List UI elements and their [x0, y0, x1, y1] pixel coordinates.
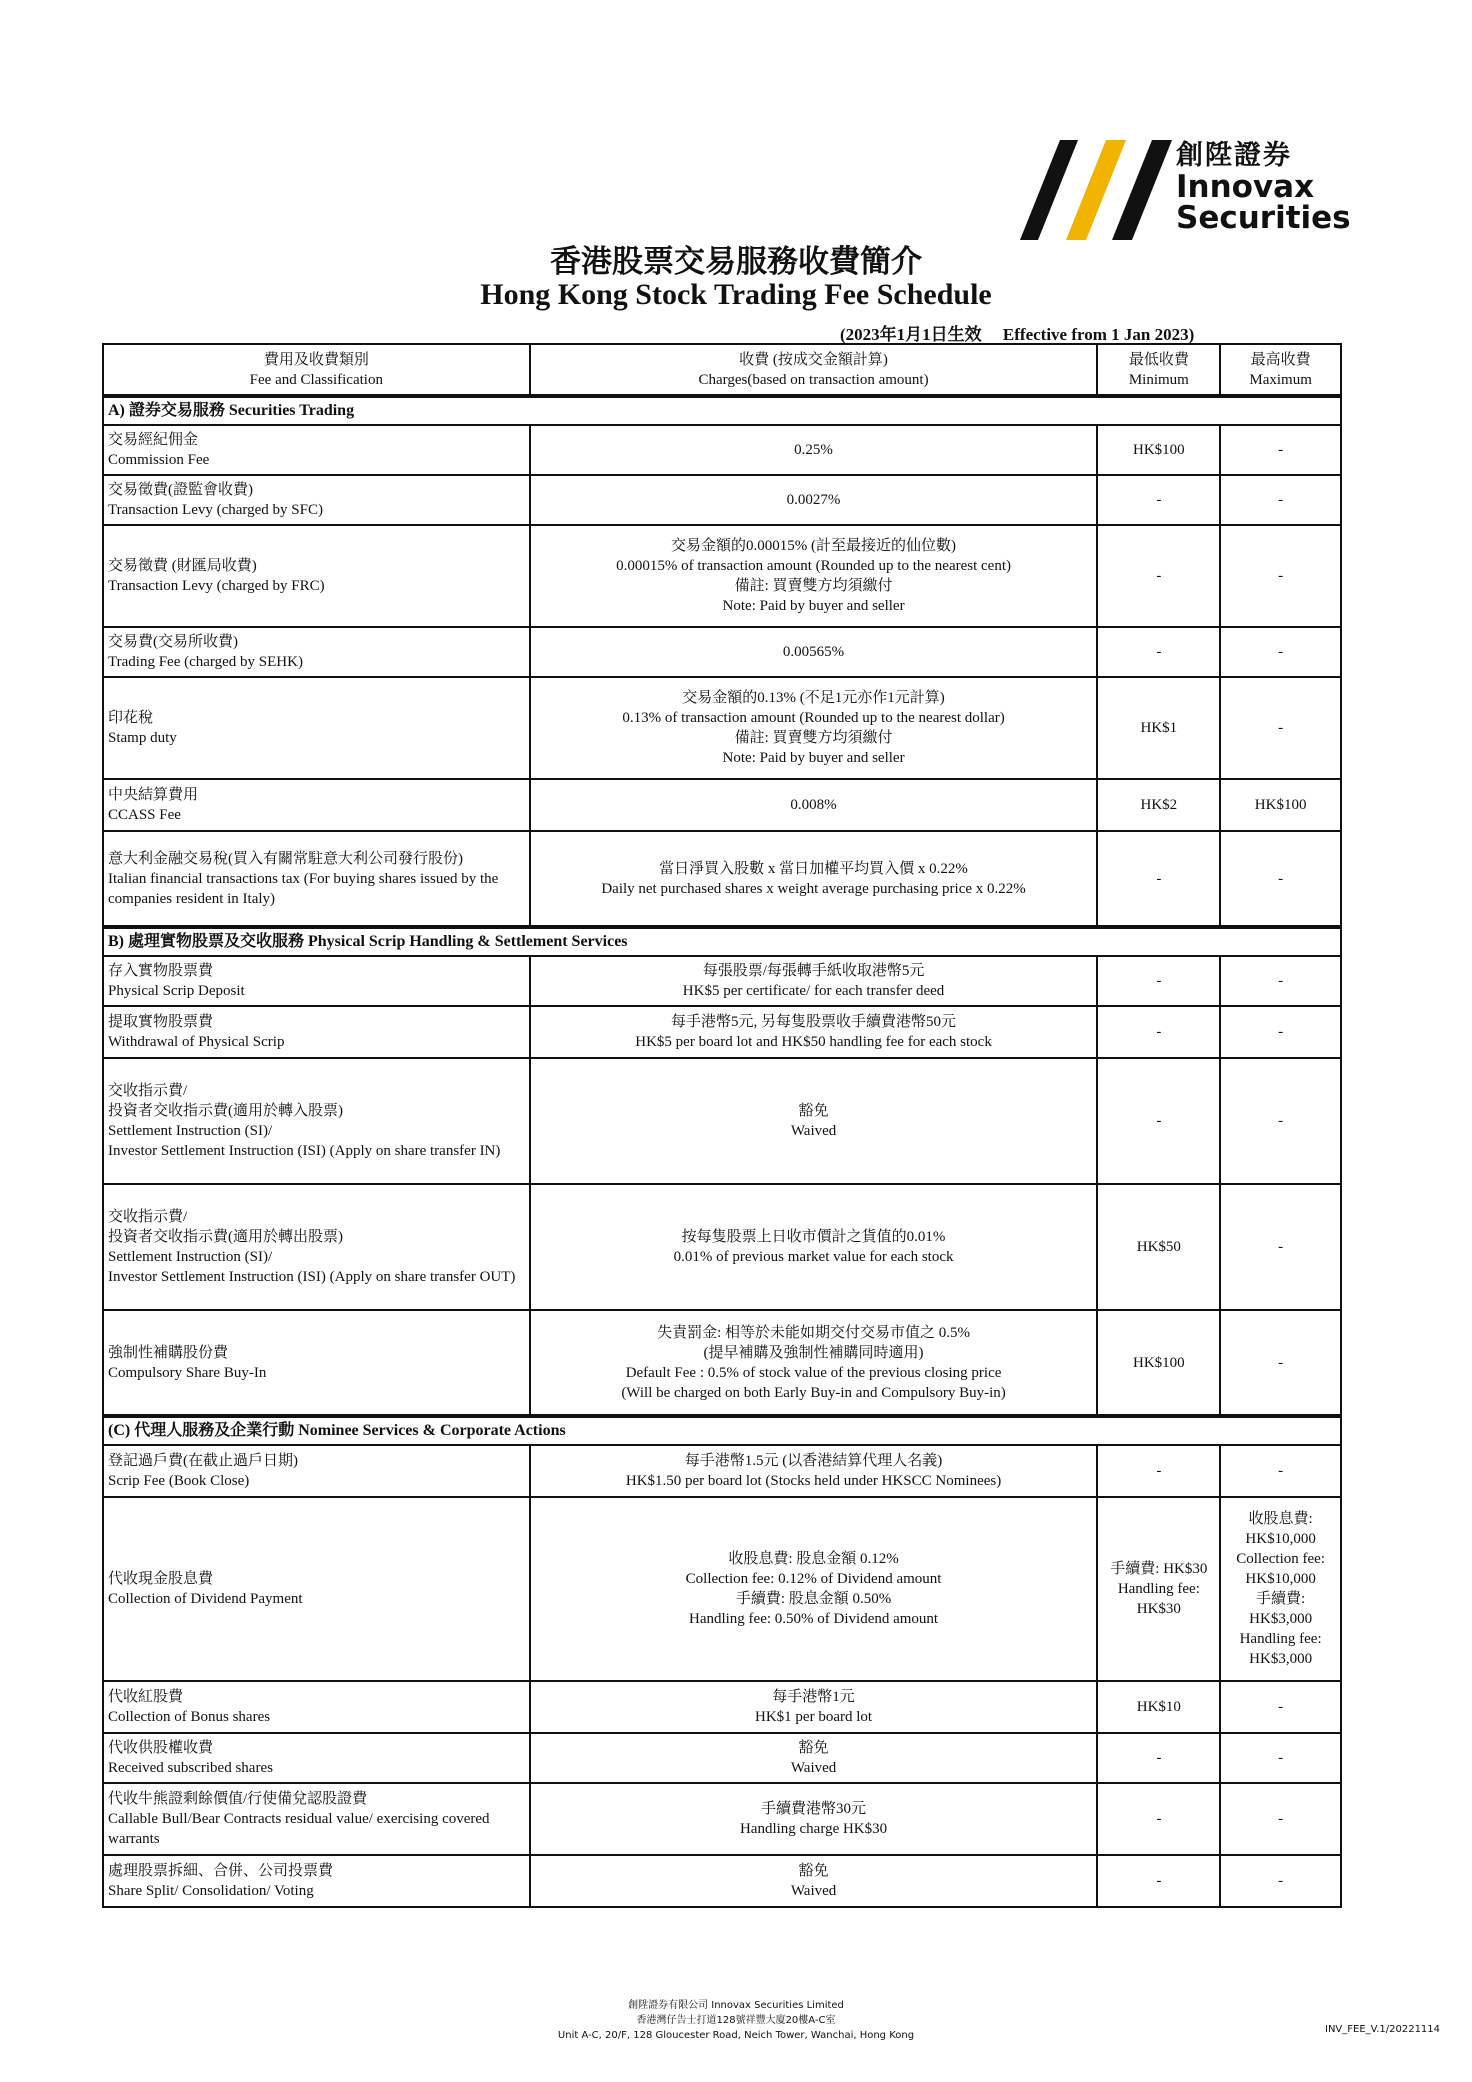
charge-cell-line: 交易金額的0.00015% (計至最接近的仙位數) [671, 538, 957, 554]
maximum-cell-line: - [1278, 1024, 1284, 1040]
fee-cell [103, 677, 530, 779]
document-reference: INV_FEE_V.1/20221114 [1325, 2024, 1441, 2035]
fee-cell-line: 印花稅 [108, 710, 154, 726]
minimum-cell-line: HK$2 [1140, 797, 1178, 813]
logo-name-en-1: Innovax [1176, 169, 1315, 205]
fee-cell-line: 代收現金股息費 [108, 1571, 214, 1587]
table-row [103, 1058, 1341, 1184]
maximum-cell-line: - [1278, 1750, 1284, 1766]
charge-cell-line: 0.25% [794, 442, 833, 458]
table-row [103, 1855, 1341, 1907]
maximum-cell [1220, 425, 1341, 475]
fee-cell-line: 存入實物股票費 [108, 963, 214, 979]
minimum-cell [1097, 1006, 1220, 1058]
maximum-cell [1220, 831, 1341, 927]
fee-cell-line: CCASS Fee [108, 807, 181, 823]
maximum-cell-line: Handling fee: [1239, 1631, 1322, 1647]
maximum-cell-line: - [1278, 644, 1284, 660]
maximum-cell [1220, 677, 1341, 779]
charge-cell-line: 手續費港幣30元 [761, 1801, 867, 1817]
charge-cell-line: 每手港幣1.5元 (以香港結算代理人名義) [684, 1453, 943, 1469]
page-title-en: Hong Kong Stock Trading Fee Schedule [480, 278, 992, 311]
footer-address-en: Unit A-C, 20/F, 128 Gloucester Road, Neich Tower, Wanchai, Hong Kong [557, 2030, 915, 2041]
table-row [103, 779, 1341, 831]
maximum-cell [1220, 956, 1341, 1006]
minimum-cell [1097, 831, 1220, 927]
charge-cell-line: HK$5 per certificate/ for each transfer deed [682, 983, 945, 999]
effective-date: (2023年1月1日生效 Effective from 1 Jan 2023) [840, 325, 1195, 344]
minimum-cell-line: - [1156, 1750, 1162, 1766]
maximum-cell [1220, 627, 1341, 677]
minimum-cell [1097, 677, 1220, 779]
maximum-cell [1220, 525, 1341, 627]
table-row [103, 1497, 1341, 1681]
fee-cell-line: 交易費(交易所收費) [108, 634, 238, 650]
maximum-cell [1220, 1184, 1341, 1310]
minimum-cell-line: - [1156, 1024, 1162, 1040]
table-row [103, 627, 1341, 677]
fee-cell-line: Stamp duty [108, 730, 177, 746]
fee-cell-line: 交易徵費 (財匯局收費) [108, 558, 257, 574]
maximum-cell-line: - [1278, 1699, 1284, 1715]
header-min-en: Minimum [1128, 371, 1189, 388]
table-row [103, 1006, 1341, 1058]
section-title: (C) 代理人服務及企業行動 Nominee Services & Corporate Actions [103, 1416, 1341, 1445]
fee-cell-line: 強制性補購股份費 [108, 1344, 229, 1361]
fee-cell-line: Settlement Instruction (SI)/ [108, 1123, 273, 1139]
maximum-cell-line: - [1278, 568, 1284, 584]
charge-cell-line: Note: Paid by buyer and seller [722, 598, 905, 614]
header-fee-en: Fee and Classification [249, 371, 383, 388]
charge-cell-line: 豁免 [798, 1103, 829, 1119]
minimum-cell [1097, 1310, 1220, 1416]
footer [0, 1998, 1472, 2043]
table-row [103, 1681, 1341, 1733]
fee-cell-line: 提取實物股票費 [108, 1014, 214, 1030]
minimum-cell [1097, 1783, 1220, 1855]
fee-cell-line: Trading Fee (charged by SEHK) [108, 654, 303, 670]
maximum-cell-line: HK$10,000 [1245, 1571, 1316, 1587]
charge-cell-line: 豁免 [798, 1740, 829, 1756]
charge-cell-line: 當日淨買入股數 x 當日加權平均買入價 x 0.22% [659, 860, 968, 877]
fee-cell-line: 代收牛熊證剩餘價值/行使備兌認股證費 [108, 1791, 368, 1807]
minimum-cell [1097, 627, 1220, 677]
charge-cell-line: 交易金額的0.13% (不足1元亦作1元計算) [682, 690, 945, 706]
header-charge-en: Charges(based on transaction amount) [698, 371, 929, 388]
fee-cell-line: Settlement Instruction (SI)/ [108, 1249, 273, 1265]
header-min [1097, 344, 1220, 396]
maximum-cell [1220, 1310, 1341, 1416]
minimum-cell [1097, 425, 1220, 475]
maximum-cell [1220, 779, 1341, 831]
charge-cell-line: 0.01% of previous market value for each stock [673, 1249, 954, 1265]
table-row [103, 677, 1341, 779]
minimum-cell-line: - [1156, 973, 1162, 989]
maximum-cell-line: - [1278, 1239, 1284, 1255]
fee-cell-line: Scrip Fee (Book Close) [108, 1473, 250, 1489]
table-row [103, 475, 1341, 525]
fee-cell-line: 交收指示費/ [108, 1209, 188, 1225]
charge-cell-line: Handling fee: 0.50% of Dividend amount [688, 1611, 939, 1627]
maximum-cell-line: 收股息費: [1248, 1511, 1313, 1527]
charge-cell [530, 677, 1098, 779]
minimum-cell [1097, 1445, 1220, 1497]
fee-cell-line: Collection of Dividend Payment [108, 1591, 303, 1607]
minimum-cell-line: - [1156, 870, 1162, 887]
minimum-cell [1097, 779, 1220, 831]
fee-cell-line: 投資者交收指示費(適用於轉入股票) [108, 1103, 343, 1119]
fee-cell-line: Callable Bull/Bear Contracts residual value/ exercising covered warrants [108, 1811, 490, 1847]
fee-cell-line: 中央結算費用 [108, 787, 199, 803]
maximum-cell-line: - [1278, 1113, 1284, 1129]
maximum-cell-line: - [1278, 1873, 1284, 1889]
logo-slash-yellow [1066, 140, 1126, 240]
fee-cell [103, 525, 530, 627]
table-row [103, 525, 1341, 627]
fee-cell-line: Transaction Levy (charged by FRC) [108, 578, 325, 594]
charge-cell [530, 956, 1098, 1006]
fee-table-body [103, 396, 1341, 1907]
charge-cell [530, 1783, 1098, 1855]
fee-cell [103, 1497, 530, 1681]
minimum-cell-line: - [1156, 1873, 1162, 1889]
fee-cell-line: Investor Settlement Instruction (ISI) (Apply on share transfer IN) [108, 1143, 501, 1159]
logo-slash-black-2 [1112, 140, 1172, 240]
fee-cell [103, 1681, 530, 1733]
fee-cell [103, 779, 530, 831]
maximum-cell-line: HK$3,000 [1249, 1611, 1313, 1627]
charge-cell-line: 0.13% of transaction amount (Rounded up to the nearest dollar) [622, 710, 1005, 726]
header-max [1220, 344, 1341, 396]
charge-cell [530, 1445, 1098, 1497]
minimum-cell [1097, 1497, 1220, 1681]
header-max-zh: 最高收費 [1250, 351, 1311, 368]
minimum-cell-line: 手續費: HK$30 [1110, 1561, 1208, 1577]
fee-cell [103, 425, 530, 475]
maximum-cell-line: - [1278, 973, 1284, 989]
charge-cell-line: 收股息費: 股息金額 0.12% [728, 1551, 899, 1567]
charge-cell-line: 0.0027% [786, 492, 841, 508]
section-title: A) 證券交易服務 Securities Trading [103, 396, 1341, 425]
charge-cell-line: HK$1 per board lot [755, 1709, 873, 1725]
charge-cell [530, 425, 1098, 475]
minimum-cell [1097, 1681, 1220, 1733]
fee-table [102, 343, 1342, 1908]
charge-cell-line: (Will be charged on both Early Buy-in and Compulsory Buy-in) [621, 1384, 1006, 1401]
charge-cell [530, 1733, 1098, 1783]
charge-cell [530, 779, 1098, 831]
footer-company: 創陞證券有限公司 Innovax Securities Limited [628, 2000, 844, 2011]
charge-cell-line: 每張股票/每張轉手紙收取港幣5元 [702, 963, 925, 979]
minimum-cell [1097, 525, 1220, 627]
charge-cell-line: HK$5 per board lot and HK$50 handling fee for each stock [635, 1034, 992, 1050]
fee-cell [103, 831, 530, 927]
header-fee [103, 344, 530, 396]
table-row [103, 1733, 1341, 1783]
section-header [103, 1416, 1341, 1445]
logo-name-zh: 創陞證券 [1176, 140, 1292, 171]
maximum-cell-line: HK$100 [1254, 797, 1307, 813]
minimum-cell-line: - [1156, 1463, 1162, 1479]
charge-cell-line: 備註: 買賣雙方均須繳付 [734, 730, 893, 746]
fee-cell-line: Collection of Bonus shares [108, 1709, 271, 1725]
maximum-cell [1220, 1855, 1341, 1907]
header-charge-zh: 收費 (按成交金額計算) [739, 351, 888, 368]
maximum-cell [1220, 475, 1341, 525]
fee-cell-line: 交易徵費(證監會收費) [108, 482, 253, 498]
maximum-cell [1220, 1006, 1341, 1058]
fee-cell [103, 475, 530, 525]
charge-cell [530, 475, 1098, 525]
charge-cell-line: 0.008% [790, 797, 837, 813]
minimum-cell-line: - [1156, 644, 1162, 660]
charge-cell-line: Waived [790, 1760, 837, 1776]
minimum-cell-line: HK$10 [1136, 1699, 1181, 1715]
charge-cell-line: Handling charge HK$30 [739, 1821, 888, 1837]
charge-cell-line: 0.00565% [782, 644, 845, 660]
maximum-cell [1220, 1058, 1341, 1184]
minimum-cell-line: HK$30 [1136, 1601, 1181, 1617]
logo-slash-black-1 [1020, 140, 1078, 240]
fee-cell [103, 1445, 530, 1497]
fee-cell [103, 1058, 530, 1184]
fee-cell-line: Commission Fee [108, 452, 210, 468]
charge-cell [530, 1184, 1098, 1310]
charge-cell [530, 831, 1098, 927]
minimum-cell [1097, 1855, 1220, 1907]
fee-cell-line: 投資者交收指示費(適用於轉出股票) [108, 1229, 343, 1245]
table-header-row [103, 344, 1341, 396]
fee-cell-line: 交易經紀佣金 [108, 432, 199, 448]
maximum-cell-line: - [1278, 492, 1284, 508]
charge-cell [530, 627, 1098, 677]
charge-cell-line: 按每隻股票上日收市價計之貨值的0.01% [681, 1229, 946, 1245]
page-title-zh: 香港股票交易服務收費簡介 [550, 244, 922, 280]
maximum-cell [1220, 1497, 1341, 1681]
maximum-cell-line: Collection fee: [1236, 1551, 1325, 1567]
fee-cell-line: Physical Scrip Deposit [108, 983, 245, 999]
charge-cell [530, 1006, 1098, 1058]
maximum-cell-line: - [1278, 870, 1284, 887]
fee-cell-line: Italian financial transactions tax (For buying shares issued by the companies resident in Italy) [108, 870, 499, 907]
fee-cell-line: 交收指示費/ [108, 1083, 188, 1099]
maximum-cell [1220, 1445, 1341, 1497]
charge-cell-line: Daily net purchased shares x weight average purchasing price x 0.22% [601, 880, 1026, 897]
fee-cell-line: Compulsory Share Buy-In [108, 1364, 267, 1381]
minimum-cell [1097, 475, 1220, 525]
minimum-cell [1097, 1058, 1220, 1184]
minimum-cell [1097, 956, 1220, 1006]
table-row [103, 1184, 1341, 1310]
charge-cell [530, 525, 1098, 627]
fee-cell-line: Transaction Levy (charged by SFC) [108, 502, 323, 518]
charge-cell [530, 1497, 1098, 1681]
charge-cell-line: 豁免 [798, 1863, 829, 1879]
fee-cell-line: 處理股票拆細、合併、公司投票費 [108, 1863, 334, 1879]
charge-cell-line: Waived [790, 1123, 837, 1139]
fee-cell [103, 1855, 530, 1907]
minimum-cell-line: HK$100 [1133, 1354, 1185, 1371]
minimum-cell [1097, 1733, 1220, 1783]
fee-cell-line: Investor Settlement Instruction (ISI) (Apply on share transfer OUT) [108, 1269, 516, 1285]
table-row [103, 1445, 1341, 1497]
charge-cell-line: (提早補購及強制性補購同時適用) [703, 1344, 924, 1361]
fee-cell [103, 956, 530, 1006]
table-row [103, 831, 1341, 927]
charge-cell-line: HK$1.50 per board lot (Stocks held under HKSCC Nominees) [625, 1473, 1002, 1489]
fee-cell [103, 1184, 530, 1310]
charge-cell-line: Waived [790, 1883, 837, 1899]
minimum-cell [1097, 1184, 1220, 1310]
fee-cell [103, 1006, 530, 1058]
charge-cell [530, 1058, 1098, 1184]
maximum-cell-line: - [1278, 1463, 1284, 1479]
footer-address-zh: 香港灣仔告士打道128號祥豐大廈20樓A-C室 [636, 2015, 836, 2026]
charge-cell-line: 失責罰金: 相等於未能如期交付交易市值之 0.5% [657, 1324, 971, 1341]
minimum-cell-line: HK$50 [1136, 1239, 1181, 1255]
maximum-cell [1220, 1681, 1341, 1733]
header-max-en: Maximum [1249, 371, 1312, 388]
fee-cell-line: Withdrawal of Physical Scrip [108, 1034, 285, 1050]
logo-wordmark [1176, 140, 1351, 234]
fee-cell-line: Received subscribed shares [108, 1760, 273, 1776]
minimum-cell-line: - [1156, 568, 1162, 584]
minimum-cell-line: - [1156, 492, 1162, 508]
maximum-cell-line: - [1278, 1811, 1284, 1827]
fee-cell [103, 627, 530, 677]
charge-cell [530, 1855, 1098, 1907]
section-title: B) 處理實物股票及交收服務 Physical Scrip Handling & Settlement Services [103, 927, 1341, 956]
maximum-cell-line: - [1278, 720, 1284, 736]
charge-cell [530, 1310, 1098, 1416]
section-header [103, 927, 1341, 956]
charge-cell-line: Collection fee: 0.12% of Dividend amount [685, 1571, 942, 1587]
header-charge [530, 344, 1098, 396]
charge-cell-line: Default Fee : 0.5% of stock value of the previous closing price [625, 1364, 1002, 1381]
table-row [103, 425, 1341, 475]
fee-cell-line: 登記過戶費(在截止過戶日期) [108, 1453, 298, 1469]
minimum-cell-line: - [1156, 1811, 1162, 1827]
table-row [103, 956, 1341, 1006]
minimum-cell-line: - [1156, 1113, 1162, 1129]
fee-cell-line: 代收紅股費 [108, 1689, 184, 1705]
fee-cell [103, 1733, 530, 1783]
minimum-cell-line: Handling fee: [1117, 1581, 1200, 1597]
charge-cell [530, 1681, 1098, 1733]
logo-name-en-2: Securities [1176, 200, 1351, 236]
maximum-cell-line: - [1278, 1354, 1284, 1371]
fee-cell-line: Share Split/ Consolidation/ Voting [108, 1883, 314, 1899]
minimum-cell-line: HK$1 [1140, 720, 1178, 736]
minimum-cell-line: HK$100 [1133, 442, 1185, 458]
maximum-cell-line: 手續費: [1256, 1591, 1306, 1607]
charge-cell-line: 備註: 買賣雙方均須繳付 [734, 578, 893, 594]
charge-cell-line: Note: Paid by buyer and seller [722, 750, 905, 766]
maximum-cell-line: HK$10,000 [1245, 1531, 1316, 1547]
section-header [103, 396, 1341, 425]
fee-cell [103, 1783, 530, 1855]
charge-cell-line: 每手港幣1元 [772, 1689, 855, 1705]
fee-cell-line: 代收供股權收費 [108, 1740, 214, 1756]
maximum-cell [1220, 1783, 1341, 1855]
maximum-cell [1220, 1733, 1341, 1783]
maximum-cell-line: HK$3,000 [1249, 1651, 1313, 1667]
fee-cell-line: 意大利金融交易稅(買入有關常駐意大利公司發行股份) [108, 850, 463, 867]
table-row [103, 1310, 1341, 1416]
header-min-zh: 最低收費 [1128, 351, 1189, 368]
charge-cell-line: 手續費: 股息金額 0.50% [735, 1591, 892, 1607]
charge-cell-line: 0.00015% of transaction amount (Rounded up to the nearest cent) [616, 558, 1011, 574]
table-row [103, 1783, 1341, 1855]
charge-cell-line: 每手港幣5元, 另每隻股票收手續費港幣50元 [671, 1014, 957, 1030]
fee-cell [103, 1310, 530, 1416]
header-fee-zh: 費用及收費類別 [263, 351, 369, 368]
maximum-cell-line: - [1278, 442, 1284, 458]
